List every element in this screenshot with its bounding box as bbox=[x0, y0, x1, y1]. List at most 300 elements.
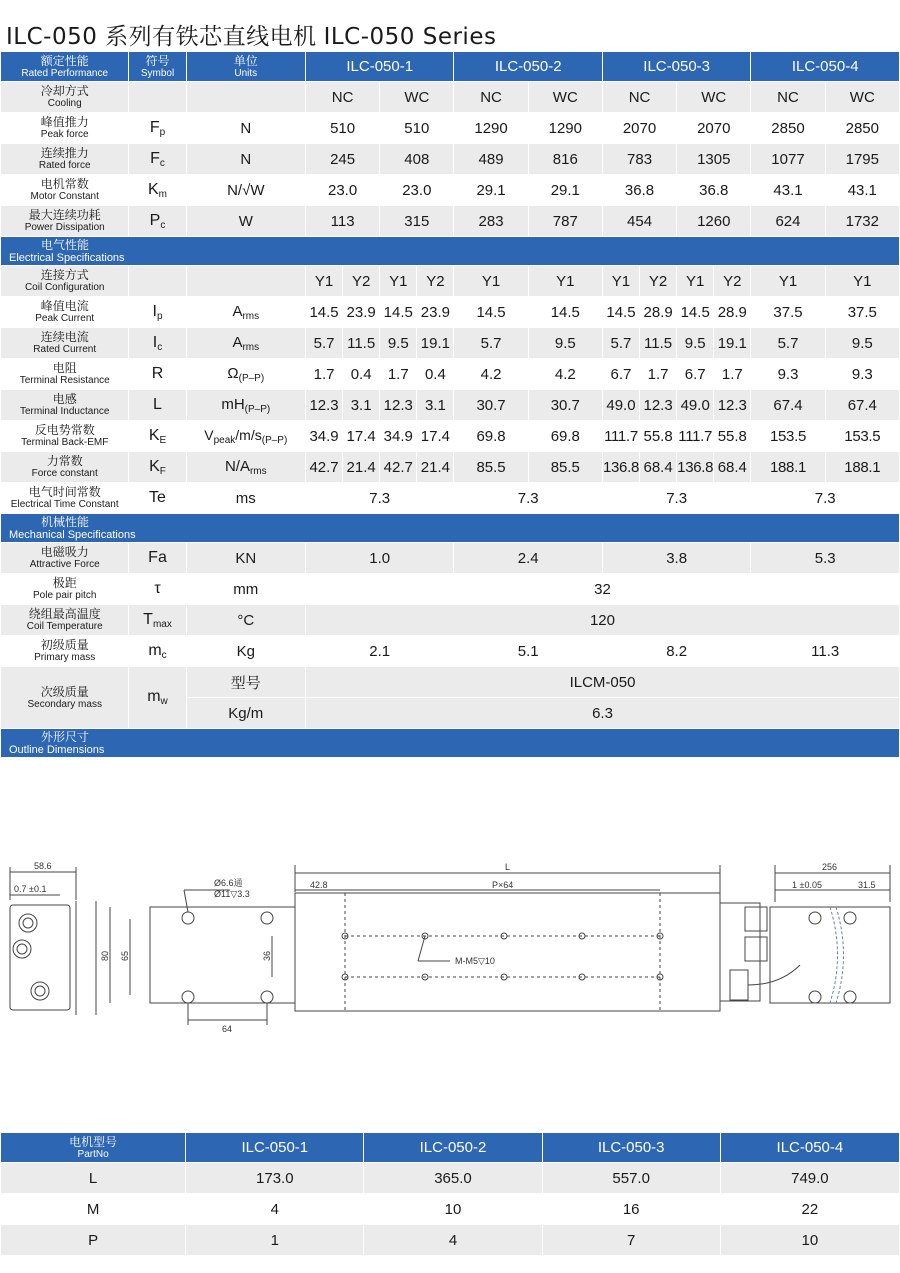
label-en: Terminal Inductance bbox=[19, 406, 110, 417]
dim-0-7: 0.7 ±0.1 bbox=[14, 884, 47, 894]
value: 510 bbox=[330, 119, 356, 137]
label: M bbox=[86, 1200, 100, 1218]
value: Y1 bbox=[686, 272, 705, 290]
unit: Kg bbox=[236, 642, 255, 660]
value: 136.8 bbox=[602, 458, 639, 476]
value: 34.9 bbox=[309, 427, 339, 445]
dim-64: 64 bbox=[222, 1024, 233, 1034]
value-cell bbox=[306, 328, 342, 358]
value-cell bbox=[677, 359, 713, 389]
series-name: ILC-050-4 bbox=[791, 58, 859, 75]
value: 1.0 bbox=[369, 549, 391, 567]
dim-256: 256 bbox=[822, 862, 838, 872]
value-cell bbox=[640, 328, 676, 358]
value-cell bbox=[380, 175, 453, 205]
subscript: w bbox=[160, 696, 168, 707]
unit-cell bbox=[187, 543, 305, 573]
cell-text: 额定性能 bbox=[40, 53, 89, 68]
dim-58-6: 58.6 bbox=[34, 861, 52, 871]
dimension-table bbox=[0, 1132, 900, 1256]
value-cell bbox=[677, 297, 713, 327]
value: 23.9 bbox=[346, 303, 376, 321]
value: 113 bbox=[330, 212, 355, 230]
page-title: ILC-050 系列有铁芯直线电机 ILC-050 Series bbox=[6, 24, 497, 50]
value: NC bbox=[628, 88, 651, 106]
dim-31-5: 31.5 bbox=[858, 880, 876, 890]
subscript: p bbox=[159, 126, 166, 138]
symbol-cell bbox=[129, 206, 185, 236]
unit: N/√W bbox=[227, 181, 265, 199]
value: 749.0 bbox=[791, 1169, 829, 1187]
value: 14.5 bbox=[550, 303, 580, 321]
value: 3.1 bbox=[424, 396, 446, 414]
value: 9.5 bbox=[387, 334, 409, 352]
value-cell bbox=[603, 421, 639, 451]
value-cell bbox=[343, 421, 379, 451]
symbol: m bbox=[148, 641, 162, 659]
row-label bbox=[1, 113, 128, 143]
cell-text: 外形尺寸 bbox=[41, 729, 90, 744]
value: 11.5 bbox=[644, 334, 673, 352]
value-cell bbox=[529, 144, 602, 174]
dim-value bbox=[186, 1163, 363, 1193]
value-cell bbox=[454, 359, 527, 389]
label-en: Primary mass bbox=[34, 652, 96, 663]
value: 28.9 bbox=[643, 303, 673, 321]
value-cell bbox=[454, 543, 601, 573]
symbol-cell bbox=[129, 390, 185, 420]
value: 5.3 bbox=[814, 549, 836, 567]
series-name: ILC-050-2 bbox=[494, 58, 562, 75]
unit-cell bbox=[187, 667, 305, 697]
symbol: I bbox=[152, 333, 158, 351]
symbol: K bbox=[149, 457, 160, 475]
value-cell bbox=[306, 113, 379, 143]
value: 34.9 bbox=[383, 427, 413, 445]
value-cell bbox=[306, 421, 342, 451]
value-cell bbox=[603, 328, 639, 358]
value-cell bbox=[529, 359, 602, 389]
unit-cell bbox=[187, 574, 305, 604]
value-cell bbox=[306, 82, 379, 112]
value-cell bbox=[677, 266, 713, 296]
value-cell bbox=[529, 82, 602, 112]
value: 6.7 bbox=[610, 365, 632, 383]
value-cell bbox=[677, 421, 713, 451]
value: 16 bbox=[622, 1200, 640, 1218]
value-cell bbox=[826, 359, 899, 389]
value-cell bbox=[751, 543, 899, 573]
label-cn: 峰值推力 bbox=[40, 115, 89, 129]
header-series bbox=[543, 1133, 720, 1162]
unit-cell bbox=[187, 390, 305, 420]
symbol: Fa bbox=[148, 549, 167, 566]
value: 7.3 bbox=[369, 489, 391, 507]
dim-l: L bbox=[505, 862, 511, 872]
value-cell bbox=[677, 175, 750, 205]
symbol-cell bbox=[129, 421, 185, 451]
value: 5.7 bbox=[480, 334, 502, 352]
value-cell bbox=[454, 328, 527, 358]
value-cell bbox=[380, 297, 416, 327]
header-series bbox=[306, 52, 453, 81]
value: 23.0 bbox=[327, 181, 358, 199]
value-cell bbox=[529, 390, 602, 420]
subscript: c bbox=[161, 649, 167, 661]
label-cn: 电感 bbox=[52, 392, 77, 406]
value: 2.4 bbox=[517, 549, 539, 567]
dim-65: 65 bbox=[120, 950, 130, 961]
value: 19.1 bbox=[717, 334, 747, 352]
value-cell bbox=[603, 483, 750, 513]
value-cell bbox=[343, 266, 379, 296]
row-label bbox=[1, 636, 128, 666]
value-cell bbox=[603, 390, 639, 420]
value-cell bbox=[677, 452, 713, 482]
value: 3.8 bbox=[666, 549, 688, 567]
label-cn: 绕组最高温度 bbox=[28, 607, 101, 621]
value: 14.5 bbox=[309, 303, 339, 321]
label-en: Power Dissipation bbox=[24, 222, 105, 233]
value: 188.1 bbox=[844, 458, 881, 476]
row-label bbox=[1, 297, 128, 327]
unit-tail: /m/s bbox=[235, 426, 262, 443]
symbol-cell bbox=[129, 543, 185, 573]
symbol-cell bbox=[129, 667, 185, 728]
value-cell bbox=[306, 698, 899, 728]
value-cell bbox=[417, 266, 453, 296]
label-cn: 反电势常数 bbox=[34, 423, 95, 437]
value: 11.5 bbox=[347, 334, 376, 352]
cell-text: 电机型号 bbox=[69, 1134, 118, 1149]
row-label bbox=[1, 175, 128, 205]
value-cell bbox=[714, 297, 750, 327]
subscript: rms bbox=[242, 310, 260, 322]
unit-cell bbox=[187, 113, 305, 143]
series-name: ILC-050-1 bbox=[241, 1139, 309, 1156]
symbol-cell bbox=[129, 452, 185, 482]
symbol: K bbox=[148, 426, 160, 444]
unit-cell bbox=[187, 636, 305, 666]
value-cell bbox=[677, 144, 750, 174]
value-cell bbox=[343, 328, 379, 358]
value-cell bbox=[417, 452, 453, 482]
value: 19.1 bbox=[420, 334, 450, 352]
label-en: Secondary mass bbox=[27, 698, 102, 710]
value-cell bbox=[640, 359, 676, 389]
symbol-cell bbox=[129, 328, 185, 358]
subscript: (P–P) bbox=[238, 372, 265, 384]
value: 3.1 bbox=[350, 396, 372, 414]
value-cell bbox=[677, 206, 750, 236]
value-cell bbox=[603, 206, 676, 236]
unit: N/A bbox=[224, 457, 250, 475]
value-cell bbox=[603, 82, 676, 112]
value-cell bbox=[529, 206, 602, 236]
value-cell bbox=[826, 113, 899, 143]
value-cell bbox=[454, 297, 527, 327]
value: 21.4 bbox=[346, 458, 376, 476]
value: 510 bbox=[404, 119, 430, 137]
value: NC bbox=[480, 88, 502, 106]
value: 624 bbox=[775, 212, 801, 230]
value-cell bbox=[751, 144, 824, 174]
value: 29.1 bbox=[476, 181, 506, 199]
value: 14.5 bbox=[476, 303, 506, 321]
value: 36.8 bbox=[699, 181, 729, 199]
value-cell bbox=[306, 483, 453, 513]
value-cell bbox=[306, 390, 342, 420]
value-cell bbox=[529, 421, 602, 451]
dim-label bbox=[1, 1225, 185, 1255]
label-en: Coil Configuration bbox=[24, 282, 105, 293]
dim-label bbox=[1, 1163, 185, 1193]
value-cell bbox=[714, 421, 750, 451]
value: 5.7 bbox=[313, 334, 335, 352]
value-cell bbox=[640, 452, 676, 482]
value: 1.7 bbox=[387, 365, 409, 383]
value: 1732 bbox=[845, 212, 879, 230]
value: 42.7 bbox=[383, 458, 413, 476]
unit: A bbox=[232, 333, 243, 351]
value-cell bbox=[826, 206, 899, 236]
header-series bbox=[721, 1133, 899, 1162]
value-cell bbox=[454, 390, 527, 420]
value-cell bbox=[751, 297, 824, 327]
value-cell bbox=[306, 266, 342, 296]
value: 14.5 bbox=[606, 303, 636, 321]
value: 68.4 bbox=[643, 458, 673, 476]
series-name: ILC-050-4 bbox=[776, 1139, 844, 1156]
symbol: P bbox=[149, 211, 161, 229]
symbol: R bbox=[151, 365, 164, 382]
cell-text: Rated Performance bbox=[21, 67, 109, 79]
value: 1290 bbox=[474, 119, 508, 137]
value-cell bbox=[640, 390, 676, 420]
series-name: ILC-050-2 bbox=[419, 1139, 487, 1156]
value: 0.4 bbox=[424, 365, 446, 383]
header-series bbox=[364, 1133, 541, 1162]
value: 816 bbox=[552, 150, 578, 168]
dim-value bbox=[543, 1163, 720, 1193]
header-series bbox=[454, 52, 601, 81]
label-cn: 冷却方式 bbox=[40, 84, 89, 98]
value: 37.5 bbox=[773, 303, 803, 321]
label-en: Peak force bbox=[40, 129, 89, 140]
value: 12.3 bbox=[383, 396, 413, 414]
value-cell bbox=[751, 452, 824, 482]
symbol: F bbox=[149, 118, 160, 136]
dim-value bbox=[364, 1194, 541, 1224]
value-cell bbox=[306, 636, 453, 666]
value-cell bbox=[751, 483, 899, 513]
cell-text: 电气性能 bbox=[41, 237, 90, 252]
row-label bbox=[1, 421, 128, 451]
value: 49.0 bbox=[606, 396, 636, 414]
value: 43.1 bbox=[773, 181, 803, 199]
value-cell bbox=[343, 359, 379, 389]
value-cell bbox=[603, 636, 750, 666]
dim-px: P×64 bbox=[492, 880, 514, 890]
dim-thread: M-M5▽10 bbox=[455, 956, 495, 966]
row-label bbox=[1, 82, 128, 112]
row-label bbox=[1, 574, 128, 604]
value-cell bbox=[826, 328, 899, 358]
row-label bbox=[1, 667, 128, 728]
unit-cell bbox=[187, 266, 305, 296]
dim-counterbore: Ø11▽3.3 bbox=[214, 889, 250, 899]
unit-cell bbox=[187, 144, 305, 174]
value: 1260 bbox=[697, 212, 731, 230]
value: WC bbox=[701, 88, 727, 106]
dim-value bbox=[186, 1194, 363, 1224]
label-en: Attractive Force bbox=[29, 559, 100, 570]
value: 7.3 bbox=[517, 489, 539, 507]
unit-cell bbox=[187, 206, 305, 236]
value-cell bbox=[417, 328, 453, 358]
value: 55.8 bbox=[643, 427, 673, 445]
value: 408 bbox=[404, 150, 430, 168]
unit: W bbox=[238, 212, 253, 230]
value: 120 bbox=[589, 611, 615, 629]
cell-text: 符号 bbox=[145, 53, 170, 68]
value: Y2 bbox=[723, 272, 742, 290]
symbol: K bbox=[148, 180, 159, 198]
dim-value bbox=[543, 1225, 720, 1255]
value: 28.9 bbox=[717, 303, 747, 321]
dim-value bbox=[721, 1163, 899, 1193]
series-name: ILC-050-3 bbox=[643, 58, 710, 75]
label-en: Electrical Time Constant bbox=[10, 499, 119, 510]
unit: ms bbox=[235, 489, 256, 507]
symbol-cell bbox=[129, 297, 185, 327]
value-cell bbox=[380, 82, 453, 112]
dim-36: 36 bbox=[262, 950, 272, 961]
unit-cell bbox=[187, 359, 305, 389]
label-cn: 力常数 bbox=[46, 454, 83, 468]
value-cell bbox=[417, 359, 453, 389]
cell-text: Outline Dimensions bbox=[9, 743, 105, 756]
value: 365.0 bbox=[434, 1169, 472, 1187]
value: WC bbox=[552, 88, 578, 106]
cell-text: PartNo bbox=[77, 1148, 109, 1160]
symbol: L bbox=[153, 396, 162, 413]
value-cell bbox=[454, 421, 527, 451]
value-cell bbox=[306, 175, 379, 205]
value-cell bbox=[380, 452, 416, 482]
value-cell bbox=[677, 113, 750, 143]
value: 7.3 bbox=[814, 489, 836, 507]
value: 9.3 bbox=[777, 365, 799, 383]
row-label bbox=[1, 483, 128, 513]
value: 787 bbox=[552, 212, 578, 230]
label-cn: 电磁吸力 bbox=[40, 545, 89, 559]
value: 557.0 bbox=[612, 1169, 650, 1187]
value-cell bbox=[751, 113, 824, 143]
subscript: c bbox=[157, 341, 163, 353]
label-cn: 最大连续功耗 bbox=[28, 208, 101, 222]
label-en: Force constant bbox=[31, 468, 98, 479]
value-cell bbox=[603, 144, 676, 174]
value: 4.2 bbox=[480, 365, 502, 383]
value: 17.4 bbox=[346, 427, 376, 445]
symbol-cell bbox=[129, 82, 185, 112]
value: 49.0 bbox=[680, 396, 710, 414]
value-cell bbox=[603, 113, 676, 143]
value-cell bbox=[529, 328, 602, 358]
value: 7 bbox=[627, 1231, 636, 1249]
value-cell bbox=[417, 390, 453, 420]
label-en: Rated force bbox=[38, 160, 91, 171]
unit-cell bbox=[187, 82, 305, 112]
header-series bbox=[603, 52, 750, 81]
value: 67.4 bbox=[773, 396, 803, 414]
header-partno bbox=[1, 1133, 185, 1162]
label-en: Motor Constant bbox=[30, 191, 99, 202]
symbol-cell bbox=[129, 175, 185, 205]
label-en: Pole pair pitch bbox=[33, 590, 97, 601]
value: 0.4 bbox=[350, 365, 372, 383]
value: 21.4 bbox=[420, 458, 450, 476]
value-cell bbox=[454, 175, 527, 205]
value: Y1 bbox=[481, 272, 501, 290]
value-cell bbox=[603, 359, 639, 389]
value: 315 bbox=[404, 212, 430, 230]
value: 36.8 bbox=[624, 181, 655, 199]
value: Y2 bbox=[426, 272, 445, 290]
value: Y2 bbox=[351, 272, 371, 290]
cell-text: 单位 bbox=[233, 53, 258, 68]
dim-label bbox=[1, 1194, 185, 1224]
cell-text: 机械性能 bbox=[41, 514, 90, 529]
value: 30.7 bbox=[550, 396, 580, 414]
unit: Kg/m bbox=[228, 704, 264, 722]
value: Y1 bbox=[389, 272, 408, 290]
value: 188.1 bbox=[769, 458, 807, 476]
unit-cell bbox=[187, 605, 305, 635]
value-cell bbox=[640, 266, 676, 296]
label: P bbox=[88, 1231, 99, 1249]
header-series bbox=[751, 52, 899, 81]
value: 8.2 bbox=[666, 642, 688, 660]
subscript: m bbox=[158, 188, 168, 200]
cell-text: Units bbox=[234, 67, 258, 79]
value: 2070 bbox=[697, 119, 731, 137]
value-cell bbox=[826, 144, 899, 174]
value: 17.4 bbox=[420, 427, 450, 445]
dim-hole: Ø6.6通 bbox=[214, 878, 243, 888]
label-cn: 初级质量 bbox=[40, 638, 89, 652]
label-en: Terminal Back-EMF bbox=[21, 437, 109, 448]
value-cell bbox=[603, 266, 639, 296]
subscript: p bbox=[156, 310, 163, 322]
label-cn: 连续电流 bbox=[40, 330, 89, 344]
value: Y1 bbox=[611, 272, 631, 290]
label-en: Cooling bbox=[47, 98, 82, 109]
subscript: (P–P) bbox=[244, 403, 271, 415]
value: 14.5 bbox=[383, 303, 413, 321]
value: NC bbox=[777, 88, 799, 106]
dim-value bbox=[721, 1194, 899, 1224]
value: 7.3 bbox=[666, 489, 688, 507]
value: 10 bbox=[444, 1200, 462, 1218]
value: 245 bbox=[330, 150, 356, 168]
value-cell bbox=[343, 297, 379, 327]
value-cell bbox=[677, 82, 750, 112]
value-cell bbox=[751, 206, 824, 236]
value: 5.7 bbox=[777, 334, 799, 352]
value-cell bbox=[714, 266, 750, 296]
